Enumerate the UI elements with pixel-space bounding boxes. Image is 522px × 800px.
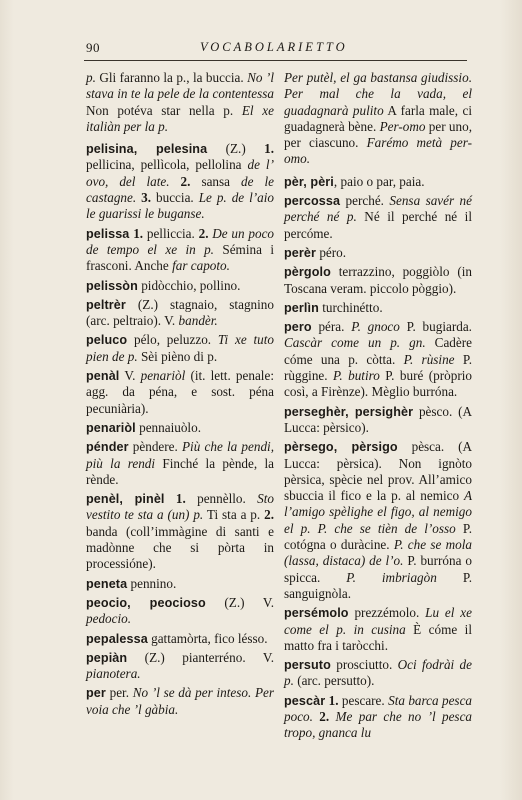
dictionary-entry: pelisina, pelesina (Z.) 1. pellicina, pellìcola, pellolina de l’ ovo, del late. 2. sansa de le castagne. 3. buccia. Le p. de l’aio le guarissi le buganse. [86,141,275,222]
dictionary-entry: peocio, peocioso (Z.) V. pedocio. [86,594,274,627]
right-column [284,70,472,745]
dictionary-entry: penariòl pennaiuòlo. [86,419,201,435]
dictionary-entry: pero péra. P. gnoco P. bugiarda. Cascàr come un p. gn. Cadère cóme una p. còtta. P. rùsine P. rùggine. P. butiro P. buré (pròprio così, a Firènze). Mèglio burróna. [284,319,472,400]
page-number: 90 [86,40,100,55]
dictionary-entry: per per. No ’l se dà per inteso. Per voia che ’l gàbia. [86,685,274,717]
dictionary-entry: perseghèr, persighèr pèsco. (A Lucca: pèrsico). [284,403,472,435]
dictionary-entry: percossa perché. Sensa savér né perché né p. Né il perché né il percóme. [284,193,473,241]
dictionary-entry: pepiàn (Z.) pianterréno. V. pianotera. [86,649,274,682]
entry-continuation: p. Gli faranno la p., la buccia. No ’l stava in te la pele de la contentessa Non potéva star nella p. El xe italiàn per la p. [86,70,274,134]
dictionary-entry: pèr, pèri, paio o par, paia. [284,173,425,189]
header-rule [84,60,467,61]
dictionary-entry: pelissòn pidòcchio, pollino. [86,277,241,293]
dictionary-entry: pèrsego, pèrsigo pèsca. (A Lucca: pèrsica). Non ignòto pèrsica, spècie nel prov. All’amico sbuccia il fico e la p. al nemico A l’amigo spèlighe el figo, al nemigo el p. P. che se tièn de l’osso P. cotógna o duràcine. P. che se mola (lassa, distaca) de l’o. P. burróna o spicca. P. imbriagòn P. sanguignòla. [284,439,473,601]
dictionary-entry: pénder pèndere. Più che la pendi, più la rendi Finché la pènde, la rènde. [86,439,275,487]
page-header [86,40,466,58]
left-column [86,70,274,721]
dictionary-entry: pepalessa gattamòrta, fico lésso. [86,630,268,646]
dictionary-entry: pescàr 1. pescare. Sta barca pesca poco. 2. Me par che no ’l pesca tropo, gnanca lu [284,692,473,741]
dictionary-entry: perèr péro. [284,244,347,260]
dictionary-entry: penèl, pinèl 1. pennèllo. Sto vestito te sta a (un) p. Ti sta a p. 2. banda (coll’immàgine di santi e madònne che si pòrta in processióne). [86,491,275,572]
dictionary-entry: pelissa 1. pelliccia. 2. De un poco de tempo el xe in p. Sémina i frasconi. Anche far capoto. [86,225,275,274]
dictionary-entry: penàl V. penariòl (it. lett. penale: agg. da péna, e sost. péna pecuniària). [86,368,274,416]
dictionary-entry: peltrèr (Z.) stagnaio, stagnino (arc. peltraio). V. bandèr. [86,296,274,329]
dictionary-entry: persémolo prezzémolo. Lu el xe come el p. in cusina È cóme il matto fra i taròcchi. [284,605,472,653]
running-title: VOCABOLARIETTO [200,40,348,54]
dictionary-entry: perlìn turchinétto. [284,299,383,315]
dictionary-entry: persuto prosciutto. Oci fodrài de p. (arc. persutto). [284,657,473,689]
dictionary-entry: peneta pennino. [86,575,177,591]
dictionary-entry: pèrgolo terrazzino, poggiòlo (in Toscana veram. piccolo pòggio). [284,264,472,296]
dictionary-entry: peluco pélo, peluzzo. Ti xe tuto pien de p. Sèi pièno di p. [86,332,274,364]
entry-continuation: Per putèl, el ga bastansa giudissio. Per mal che la vada, el guadagnarà pulito A farla male, ci guadagnerà bène. Per-omo per uno, per ciascuno. Farémo metà per-omo. [284,70,472,167]
